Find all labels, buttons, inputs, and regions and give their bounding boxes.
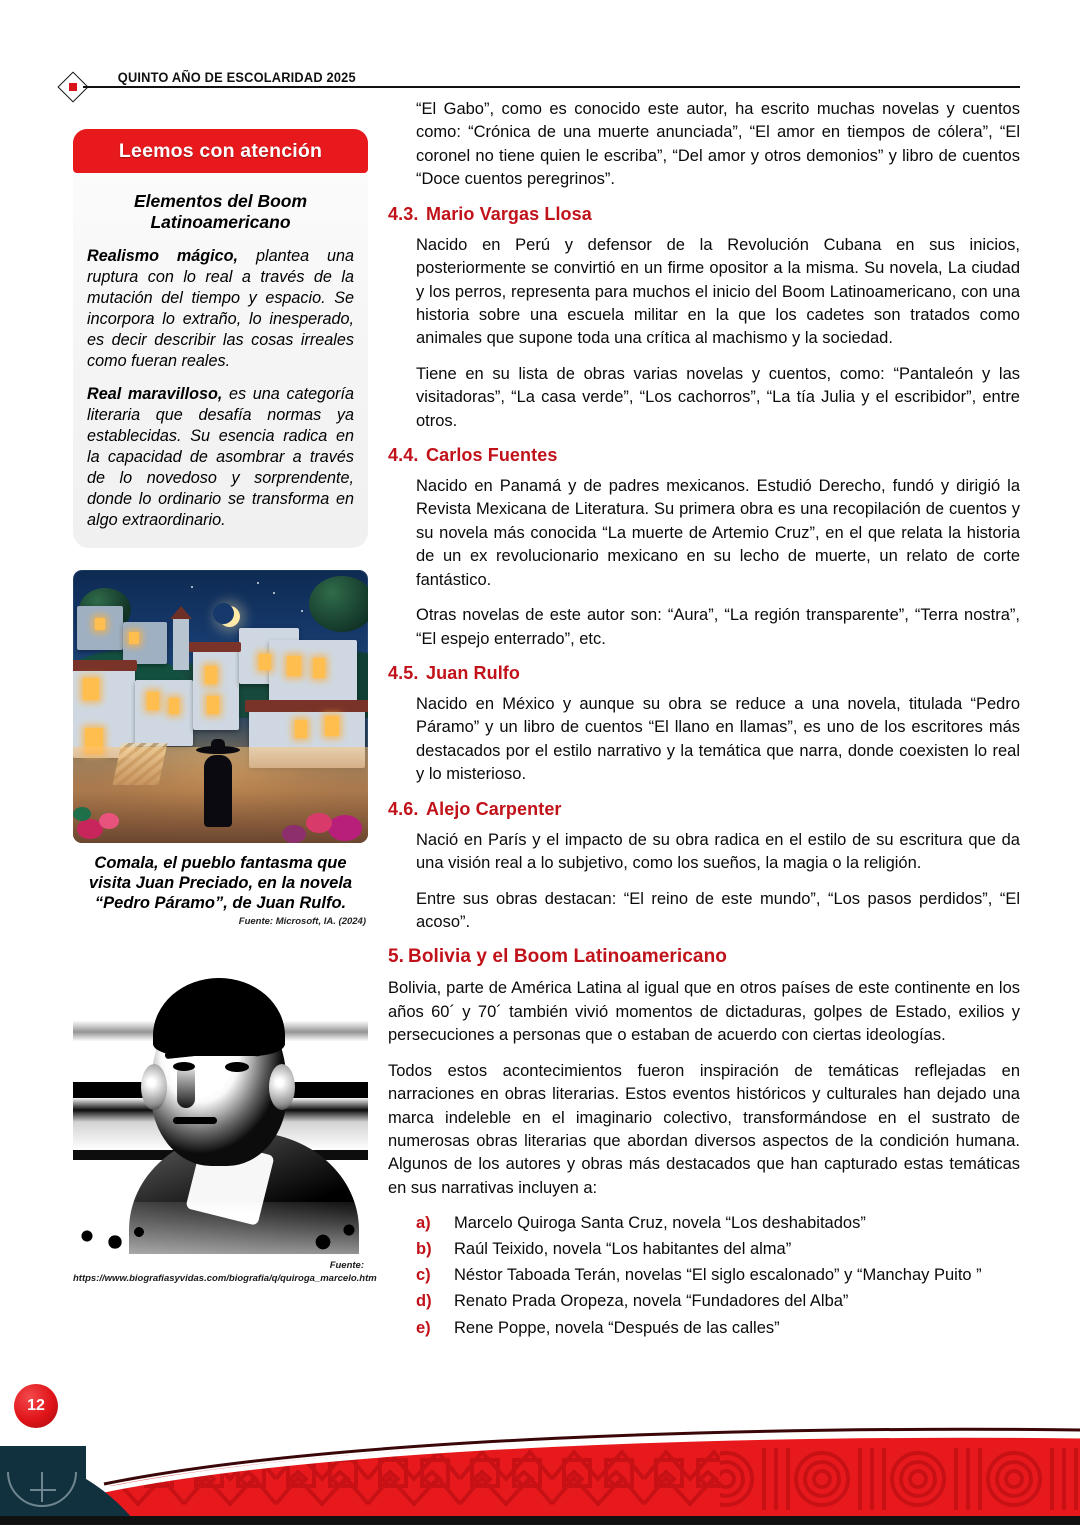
star-icon xyxy=(257,582,259,584)
callout-term: Realismo mágico, xyxy=(87,246,239,265)
silhouette-figure xyxy=(204,755,232,827)
window-light xyxy=(129,632,139,644)
star-icon xyxy=(191,586,193,588)
callout-paragraph xyxy=(87,246,354,372)
callout-definition: es una categoría literaria que desafía normas ya establecidas. Su esencia radica en la capacidad de asombrar a través de lo novedoso y sorprendente, donde lo ordinario se transforma en algo extraordinario. xyxy=(87,385,354,530)
roof-shape xyxy=(73,660,137,671)
page-footer xyxy=(0,1368,1080,1528)
list-item xyxy=(416,1264,1020,1287)
portrait-photo xyxy=(73,954,368,1254)
diamond-core-icon xyxy=(69,83,77,91)
body-paragraph: Todos estos acontecimientos fueron inspiración de temáticas reflejadas en narraciones en obras literarias. Estos eventos históricos y culturales han dejado una marca indeleble en el imaginario colectivo, transformándose en el sustrato de numerosas obras literarias que abordan diversos aspectos de la condición humana. Algunos de los autores y obras más destacados que han capturado estas temáticas en sus narrativas incluyen a: xyxy=(388,1061,1020,1197)
heading-4-4 xyxy=(388,445,1020,466)
eye-shape xyxy=(225,1062,249,1072)
page-title: QUINTO AÑO DE ESCOLARIDAD 2025 xyxy=(114,70,362,85)
list-item xyxy=(416,1317,1020,1340)
heading-text: Carlos Fuentes xyxy=(426,445,558,466)
footer-decoration xyxy=(0,1368,1080,1528)
list-marker: c) xyxy=(416,1266,431,1285)
window-light xyxy=(169,698,179,714)
intro-paragraph: “El Gabo”, como es conocido este autor, ha escrito muchas novelas y cuentos como: “Crónica de una muerte anunciada”, “El amor en tiempos de cólera”, “El coronel no tiene quien le escriba”, “Del amor y otros demonios” y libro de cuentos “Doce cuentos peregrinos”. xyxy=(416,100,1020,189)
heading-text: Mario Vargas Llosa xyxy=(426,203,592,224)
ear-shape xyxy=(141,1064,167,1110)
list-item xyxy=(416,1238,1020,1261)
heading-4-6 xyxy=(388,799,1020,820)
flower-shape xyxy=(99,813,119,829)
heading-4-5 xyxy=(388,663,1020,684)
callout-box-title: Leemos con atención xyxy=(73,129,368,173)
roof-shape xyxy=(189,642,241,652)
heading-number: 4.3. xyxy=(388,203,419,224)
list-marker: d) xyxy=(416,1292,432,1311)
body-paragraph: Nacido en México y aunque su obra se reduce a una novela, titulada “Pedro Páramo” y un libro de cuentos “El llano en llamas”, es uno de los escritores más destacados por el estilo narrativo y la temática que narra, donde coexisten lo real y lo misterioso. xyxy=(416,695,1020,784)
crowd-silhouettes xyxy=(73,1202,368,1254)
main-content xyxy=(388,98,1020,1343)
church-tower-shape xyxy=(173,618,189,670)
figure-quiroga xyxy=(73,954,377,1286)
mouth-shape xyxy=(173,1117,217,1124)
body-paragraph: Entre sus obras destacan: “El reino de este mundo”, “Los pasos perdidos”, “El acoso”. xyxy=(416,889,1020,931)
heading-4-3 xyxy=(388,204,1020,225)
building-shape xyxy=(193,648,239,730)
list-text: Renato Prada Oropeza, novela “Fundadores del Alba” xyxy=(454,1292,849,1311)
list-text: Rene Poppe, novela “Después de las calles” xyxy=(454,1318,780,1337)
list-text: Raúl Teixido, novela “Los habitantes del alma” xyxy=(454,1240,792,1259)
figure-source: Fuente: https://www.biografiasyvidas.com/biografia/q/quiroga_marcelo.htm xyxy=(73,1259,377,1284)
list-marker: e) xyxy=(416,1318,431,1337)
heading-5 xyxy=(388,946,1020,968)
window-light xyxy=(313,658,325,678)
body-paragraph: Bolivia, parte de América Latina al igual que en otros países de este continente en los años 60´ y 70´ también vivió momentos de dictaduras, golpes de Estado, exilios y persecuciones a personas que o estaban de acuerdo con ciertas ideologías. xyxy=(388,979,1020,1045)
window-light xyxy=(287,656,301,676)
body-paragraph: Tiene en su lista de obras varias novelas y cuentos, como: “Pantaleón y las visitadoras”, “La casa verde”, “Los cachorros”, “La tía Julia y el escribidor”, entre otros. xyxy=(416,364,1020,430)
header-divider xyxy=(83,86,1020,88)
authors-list xyxy=(388,1212,1020,1339)
window-light xyxy=(95,618,105,630)
crescent-moon-icon xyxy=(219,606,240,627)
body-paragraph: Nacido en Perú y defensor de la Revolución Cubana en sus inicios, posteriormente se convirtió en un firme opositor a la misma. Su novela, La ciudad y los perros, representa para muchos el inicio del Boom Latinoamericano, con una historia sobre una escuela militar en la que los cadetes son tratados como animales que supone toda una crítica al machismo y la sociedad. xyxy=(416,235,1020,348)
heading-text: Bolivia y el Boom Latinoamericano xyxy=(408,946,727,968)
window-light xyxy=(205,666,217,684)
figure-source: Fuente: Microsoft, IA. (2024) xyxy=(238,915,366,927)
window-light xyxy=(147,692,159,710)
flower-shape xyxy=(73,807,91,821)
list-marker: a) xyxy=(416,1214,431,1233)
sidebar xyxy=(73,129,377,1285)
callout-box-body xyxy=(73,173,368,548)
roof-shape xyxy=(245,700,368,712)
callout-definition: plantea una ruptura con lo real a través de la mutación del tiempo y espacio. Se incorpora lo extraño, lo inesperado, es decir describir las cosas irreales como fueran reales. xyxy=(87,246,354,370)
list-item xyxy=(416,1290,1020,1313)
window-light xyxy=(83,678,99,700)
flower-shape xyxy=(306,813,332,833)
ear-shape xyxy=(269,1064,295,1110)
star-icon xyxy=(301,610,303,612)
heading-number: 4.5. xyxy=(388,663,419,684)
nose-shape xyxy=(177,1066,195,1108)
figure-comala xyxy=(73,570,368,928)
list-item xyxy=(416,1212,1020,1235)
window-light xyxy=(259,654,271,670)
star-icon xyxy=(273,592,275,594)
page-number-badge: 12 xyxy=(14,1384,58,1428)
tree-shape xyxy=(309,576,368,632)
callout-paragraph xyxy=(87,384,354,531)
heading-number: 5. xyxy=(388,946,405,968)
heading-number: 4.6. xyxy=(388,798,419,819)
heading-number: 4.4. xyxy=(388,445,419,466)
list-text: Marcelo Quiroga Santa Cruz, novela “Los deshabitados” xyxy=(454,1214,866,1233)
callout-term: Real maravilloso, xyxy=(87,385,223,404)
window-light xyxy=(207,696,219,714)
list-text: Néstor Taboada Terán, novelas “El siglo escalonado” y “Manchay Puito ” xyxy=(454,1266,982,1285)
figure-caption: Comala, el pueblo fantasma que visita Juan Preciado, en la novela “Pedro Páramo”, de Juan Rulfo. xyxy=(88,853,353,913)
flower-shape xyxy=(282,825,306,843)
heading-text: Alejo Carpenter xyxy=(426,798,562,819)
body-paragraph: Nacido en Panamá y de padres mexicanos. Estudió Derecho, fundó y dirigió la Revista Mexicana de Literatura. Su primera obra es una recopilación de cuentos y su novela más conocida “La muerte de Artemio Cruz”, en el que relata la historia de un ex revolucionario mexicano en su lecho de muerte, un relato de corte fantástico. xyxy=(416,477,1020,589)
list-marker: b) xyxy=(416,1240,432,1259)
window-light xyxy=(325,716,339,736)
body-paragraph: Otras novelas de este autor son: “Aura”, “La región transparente”, “Terra nostra”, “El espejo enterrado”, etc. xyxy=(416,606,1020,648)
heading-text: Juan Rulfo xyxy=(426,663,520,684)
flower-shape xyxy=(328,815,362,841)
building-shape xyxy=(135,680,193,746)
callout-subtitle: Elementos del Boom Latinoamericano xyxy=(133,191,308,233)
illustration-night-village xyxy=(73,570,368,843)
body-paragraph: Nació en París y el impacto de su obra radica en el estilo de su escritura que da una visión real a lo subjetivo, como los sueños, la magia o la religión. xyxy=(416,830,1020,873)
window-light xyxy=(295,720,307,738)
